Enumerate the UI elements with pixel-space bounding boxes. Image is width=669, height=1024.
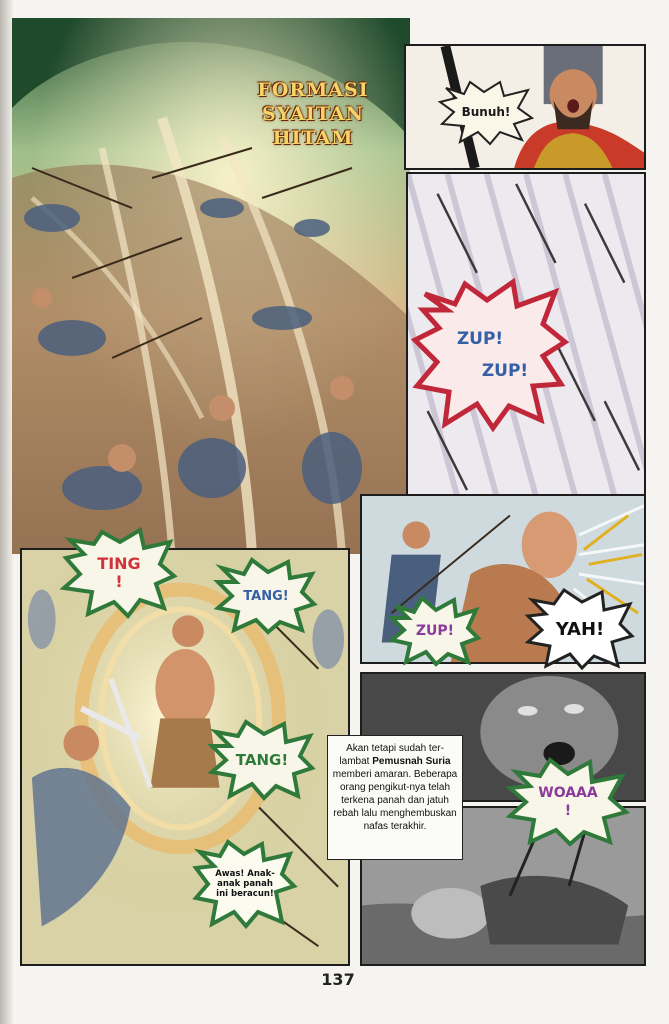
sfx-burst-zup-small <box>392 598 478 664</box>
sfx-woaaa <box>510 760 626 844</box>
sfx-zup-top: ZUP! <box>456 329 504 349</box>
narration-caption <box>327 735 463 860</box>
sfx-zup-small: ZUP! <box>415 623 455 639</box>
sfx-zup-pair <box>415 280 565 430</box>
sfx-burst-tang-top <box>218 560 314 632</box>
sfx-woaaa-mark: ! <box>564 803 572 819</box>
sfx-ting-mark: ! <box>115 572 123 591</box>
page-number: 137 <box>321 970 355 989</box>
sfx-ting-text: TING <box>97 554 141 573</box>
title-line-3: HITAM <box>272 127 354 149</box>
sfx-tang-bottom: TANG! <box>235 751 289 769</box>
scene-title <box>248 78 378 150</box>
title-line-1: FORMASI <box>257 79 369 101</box>
sfx-yah: YAH! <box>555 618 605 640</box>
sfx-burst-ting <box>64 530 174 616</box>
panel-battle-formation <box>12 18 410 554</box>
caption-name: Pemusnah Suria <box>372 756 451 767</box>
sfx-tang-top: TANG! <box>243 588 289 604</box>
caption-text-post: memberi amaran. Beberapa orang pengikut-nya telah terkena panah dan jatuh rebah lalu menghembuskan nafas terakhir. <box>332 769 458 832</box>
title-line-2: SYAITAN <box>262 103 364 125</box>
sfx-awas: Awas! Anak-anak panah ini beracun! <box>215 869 275 899</box>
sfx-burst-yah <box>528 590 632 668</box>
speech-burst-bunuh <box>440 80 532 144</box>
sfx-ting <box>64 530 174 616</box>
sfx-woaaa-text: WOAAA <box>538 785 598 801</box>
sfx-bunuh: Bunuh! <box>461 105 511 119</box>
caption-text-pre: Akan tetapi sudah ter-lambat <box>339 743 444 767</box>
sfx-burst-tang-bottom <box>212 722 312 798</box>
sfx-burst-woaaa <box>510 760 626 844</box>
sfx-burst-zup-pair <box>415 280 565 430</box>
sfx-zup-bottom: ZUP! <box>481 361 529 381</box>
speech-burst-awas <box>196 842 294 926</box>
